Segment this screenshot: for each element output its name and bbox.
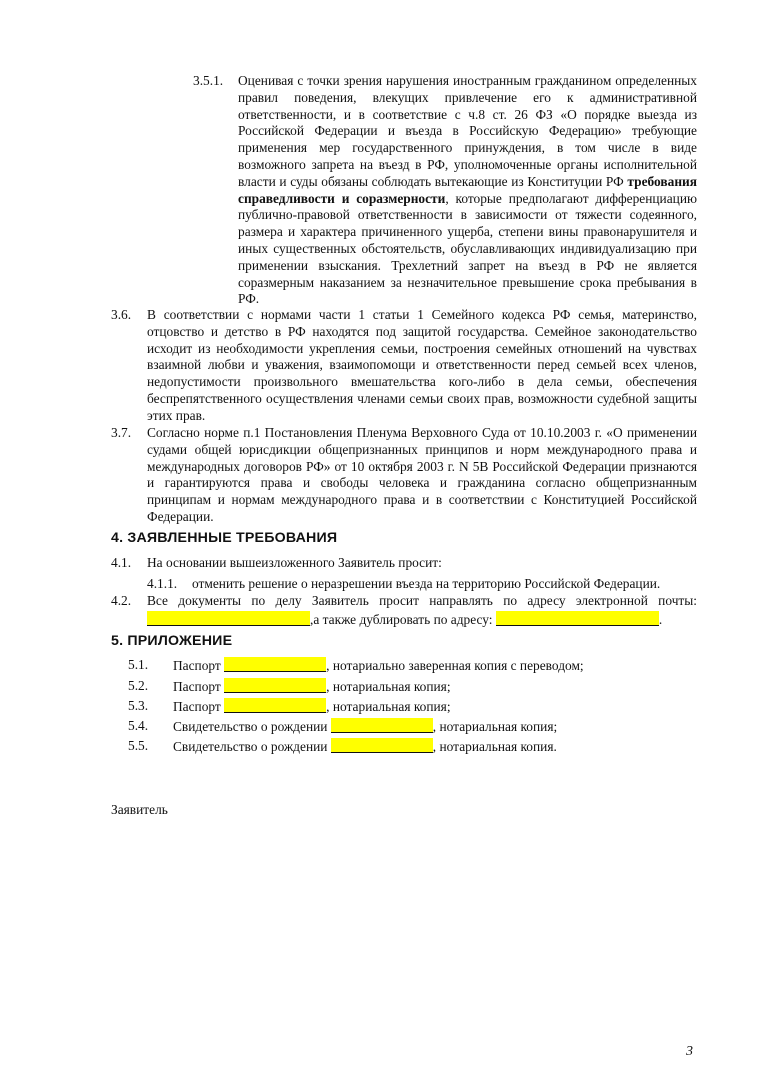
attachment-number: 5.1. xyxy=(128,657,149,672)
item-number: 4.1.1. xyxy=(147,576,178,591)
attachment-number: 5.3. xyxy=(128,698,149,713)
attachment-text: Свидетельство о рождении , нотариальная копия. xyxy=(173,739,557,754)
clause-text: Оценивая с точки зрения нарушения иностранным гражданином определенных правил поведения, влекущих привлечение его к административной ответственности, и в соответствие с ч.8 ст. 26 ФЗ «О порядке выезда из Российской Федерации и въезда в Российскую Федерацию» требующие применения мер государственного принуждения, в том числе в виде возможного запрета на въезд в РФ, уполномоченные органы исполнительной власти и суды обязаны соблюдать вытекающие из Конституции РФ требования справедливости и соразмерности, которые предполагают дифференциацию публично-правовой ответственности в зависимости от тяжести содеянного, размера и характера причиненного ущерба, степени вины правонарушителя и иных существенных обстоятельств, обуславливающих индивидуализацию при применении взыскания. Трехлетний запрет на въезд в РФ не является соразмерным наказанием за незначительное превышение срока пребывания в РФ. xyxy=(238,73,697,307)
email-blank-field[interactable] xyxy=(147,611,310,626)
clause-3-7 xyxy=(111,425,697,526)
attachment-text: Паспорт , нотариальная копия; xyxy=(173,699,451,714)
clause-text: В соответствии с нормами части 1 статьи 1 Семейного кодекса РФ семья, материнство, отцовство и детство в РФ находятся под защитой государства. Семейное законодательство исходит из необходимости укрепления семьи, построения семейных отношений на чувствах взаимной любви и уважения, взаимопомощи и ответственности перед семьей всех членов, недопустимости произвольного вмешательства кого-либо в дела семьи, обеспечения беспрепятственного осуществления членами семьи своих прав, возможности судебной защиты этих прав. xyxy=(147,307,697,423)
clause-3-6 xyxy=(111,307,697,425)
clause-number: 3.5.1. xyxy=(193,73,224,88)
section-4-heading: 4. ЗАЯВЛЕННЫЕ ТРЕБОВАНИЯ xyxy=(111,530,338,546)
bold-phrase: требования справедливости и соразмерности xyxy=(238,173,697,206)
passport-blank-field[interactable] xyxy=(224,698,326,713)
address-blank-field[interactable] xyxy=(496,611,659,626)
item-4-1-1 xyxy=(147,576,697,593)
item-4-1 xyxy=(111,555,697,572)
item-text: отменить решение о неразрешении въезда на территорию Российской Федерации. xyxy=(192,576,661,591)
passport-blank-field[interactable] xyxy=(224,657,326,672)
item-number: 4.1. xyxy=(111,555,132,570)
passport-blank-field[interactable] xyxy=(224,678,326,693)
applicant-signature-label: Заявитель xyxy=(111,802,168,817)
clause-text: Согласно норме п.1 Постановления Пленума Верховного Суда от 10.10.2003 г. «О применении судами общей юрисдикции общепризнанных принципов и норм международного права и международных договоров РФ» от 10 октября 2003 г. N 5В Российской Федерации признаются и гарантируются права и свободы человека и гражданина согласно общепризнанным принципам и нормам международного права и в соответствии с Конституцией Российской Федерации. xyxy=(147,425,697,524)
item-text: Все документы по делу Заявитель просит направлять по адресу электронной почты: ,а также дублировать по адресу: . xyxy=(147,593,697,627)
attachment-number: 5.5. xyxy=(128,738,149,753)
birth-certificate-blank-field[interactable] xyxy=(331,718,433,733)
attachment-text: Паспорт , нотариальная копия; xyxy=(173,679,451,694)
section-5-heading: 5. ПРИЛОЖЕНИЕ xyxy=(111,633,233,649)
item-4-2 xyxy=(111,593,697,629)
attachment-text: Паспорт , нотариально заверенная копия с переводом; xyxy=(173,658,584,673)
attachment-number: 5.2. xyxy=(128,678,149,693)
item-text: На основании вышеизложенного Заявитель просит: xyxy=(147,555,442,570)
attachment-number: 5.4. xyxy=(128,718,149,733)
attachment-text: Свидетельство о рождении , нотариальная копия; xyxy=(173,719,558,734)
clause-number: 3.6. xyxy=(111,307,132,322)
page-number: 3 xyxy=(686,1044,693,1059)
clause-3-5-1 xyxy=(193,73,697,308)
birth-certificate-blank-field[interactable] xyxy=(331,738,433,753)
item-number: 4.2. xyxy=(111,593,132,608)
clause-number: 3.7. xyxy=(111,425,132,440)
